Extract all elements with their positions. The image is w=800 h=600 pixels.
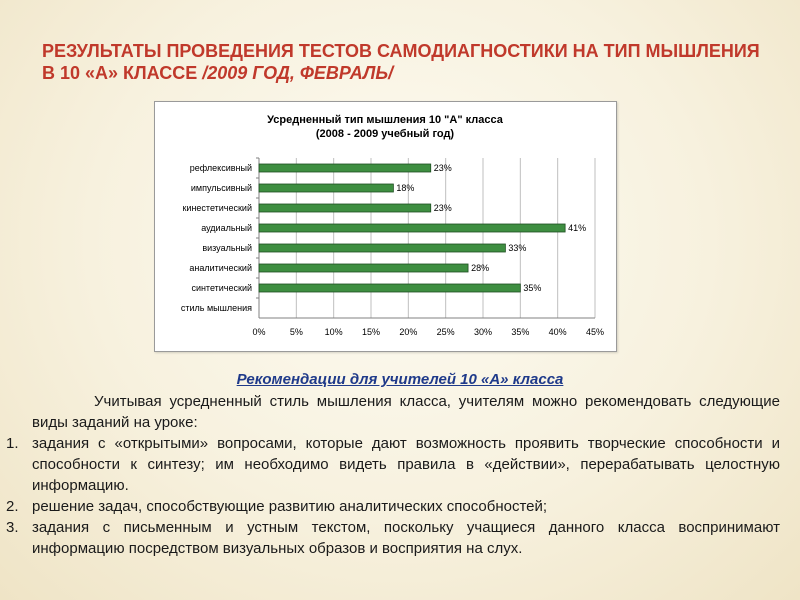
category-label: рефлексивный xyxy=(189,163,252,173)
x-tick-label: 15% xyxy=(361,327,381,337)
x-tick-label: 40% xyxy=(548,327,567,337)
x-tick-label: 5% xyxy=(289,327,303,337)
bar xyxy=(259,224,565,232)
x-tick-label: 10% xyxy=(324,327,343,337)
recommendation-item: задания с письменным и устным текстом, поскольку учащиеся данного класса воспринимают информацию посредством визуальных образов и восприятия на слух. xyxy=(32,519,780,557)
bar xyxy=(259,164,431,172)
x-tick-label: 20% xyxy=(399,327,418,337)
recommendations-body xyxy=(32,391,780,559)
value-label: 23% xyxy=(433,203,452,213)
category-label: аудиальный xyxy=(201,223,252,233)
x-tick-label: 35% xyxy=(511,327,530,337)
value-label: 35% xyxy=(523,283,542,293)
slide-title-date: /2009 ГОД, ФЕВРАЛЬ/ xyxy=(202,63,394,83)
value-label: 28% xyxy=(471,263,490,273)
category-label: визуальный xyxy=(202,243,252,253)
bar xyxy=(259,204,431,212)
category-label: импульсивный xyxy=(190,183,252,193)
bar xyxy=(259,264,468,272)
category-label: синтетический xyxy=(191,283,252,293)
recommendation-item: решение задач, способствующие развитию аналитических способностей; xyxy=(32,498,548,515)
category-label: кинестетический xyxy=(182,203,252,213)
category-label: стиль мышления xyxy=(180,303,252,313)
category-label: аналитический xyxy=(189,263,252,273)
x-tick-label: 25% xyxy=(436,327,455,337)
chart-title-line1: Усредненный тип мышления 10 "А" класса xyxy=(267,114,503,126)
value-label: 18% xyxy=(396,183,415,193)
slide-title-class: В 10 «А» КЛАССЕ xyxy=(42,63,203,83)
recommendations-heading: Рекомендации для учителей 10 «А» класса xyxy=(236,371,564,388)
recommendations-intro: Учитывая усредненный стиль мышления класса, учителям можно рекомендовать следующие виды заданий на уроке: xyxy=(32,393,780,431)
chart-category-labels xyxy=(181,163,252,313)
bar-chart xyxy=(154,101,617,352)
value-label: 33% xyxy=(508,243,527,253)
bar-chart-svg xyxy=(155,102,616,351)
slide-title xyxy=(42,40,782,84)
value-label: 23% xyxy=(433,163,452,173)
chart-x-ticks xyxy=(252,327,604,337)
slide-title-line2 xyxy=(42,62,782,84)
bar xyxy=(259,184,393,192)
recommendation-item: задания с «открытыми» вопросами, которые дают возможность проявить творческие способности и способности к синтезу; им необходимо видеть правила в «действии», перерабатывать целостную информацию. xyxy=(32,435,780,494)
x-tick-label: 0% xyxy=(252,327,266,337)
slide-title-line1: РЕЗУЛЬТАТЫ ПРОВЕДЕНИЯ ТЕСТОВ САМОДИАГНОСТИКИ НА ТИП МЫШЛЕНИЯ xyxy=(42,41,760,61)
x-tick-label: 45% xyxy=(585,327,605,337)
bar xyxy=(259,284,520,292)
bar xyxy=(259,244,505,252)
x-tick-label: 30% xyxy=(473,327,493,337)
chart-gridlines xyxy=(256,158,595,318)
recommendations-list xyxy=(32,433,780,559)
chart-title-line2: (2008 - 2009 учебный год) xyxy=(315,128,455,140)
value-label: 41% xyxy=(568,223,587,233)
